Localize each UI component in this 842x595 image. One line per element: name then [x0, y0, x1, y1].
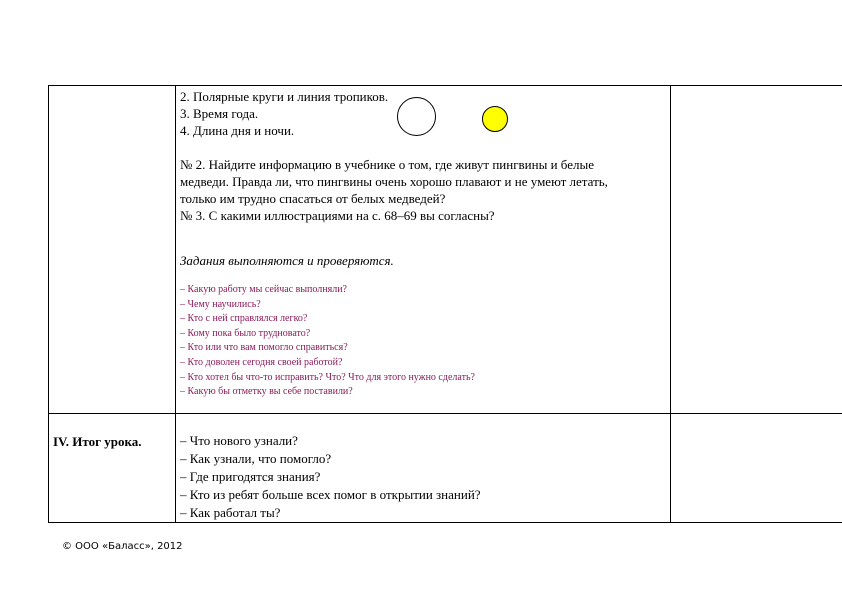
notes-cell-empty	[671, 86, 842, 414]
reflection-question: – Кто хотел бы что-то исправить? Что? Что для этого нужно сделать?	[180, 371, 475, 383]
reflection-question: – Кто или что вам помогло справиться?	[180, 342, 348, 354]
table-row	[49, 414, 842, 523]
lesson-table	[48, 85, 842, 523]
final-question: – Где пригодятся знания?	[180, 469, 321, 484]
content-line: 4. Длина дня и ночи.	[180, 123, 295, 138]
table-row	[49, 86, 842, 414]
reflection-question: – Какую работу мы сейчас выполняли?	[180, 284, 347, 295]
reflection-question: – Кто доволен сегодня своей работой?	[180, 356, 343, 368]
final-question: – Кто из ребят больше всех помог в открытии знаний?	[180, 487, 481, 502]
stage-title: IV. Итог урока.	[49, 414, 176, 523]
task3-line: № 3. С какими иллюстрациями на с. 68–69 вы согласны?	[180, 208, 495, 223]
final-question: – Как работал ты?	[180, 505, 281, 520]
final-question: – Как узнали, что помогло?	[180, 451, 332, 466]
reflection-question: – Кто с ней справлялся легко?	[180, 313, 308, 325]
copyright-footer: © ООО «Баласс», 2012	[62, 541, 183, 552]
final-question: – Что нового узнали?	[180, 433, 298, 448]
reflection-question: – Какую бы отметку вы себе поставили?	[180, 386, 353, 398]
italic-note: Задания выполняются и проверяются.	[180, 253, 394, 268]
task2-line: медведи. Правда ли, что пингвины очень хорошо плавают и не умеют летать,	[180, 174, 608, 189]
yellow-circle	[482, 106, 508, 132]
content-line: 3. Время года.	[180, 106, 259, 121]
final-questions-cell	[176, 414, 671, 523]
content-line: 2. Полярные круги и линия тропиков.	[180, 89, 389, 104]
task2-line: № 2. Найдите информацию в учебнике о том, где живут пингвины и белые	[180, 157, 594, 172]
task2-line: только им трудно спасаться от белых медведей?	[180, 191, 446, 206]
reflection-question: – Чему научились?	[180, 298, 261, 310]
white-circle	[397, 97, 436, 136]
notes-cell-empty	[671, 414, 842, 523]
stage-cell-empty	[49, 86, 176, 414]
reflection-question: – Кому пока было трудновато?	[180, 327, 311, 339]
